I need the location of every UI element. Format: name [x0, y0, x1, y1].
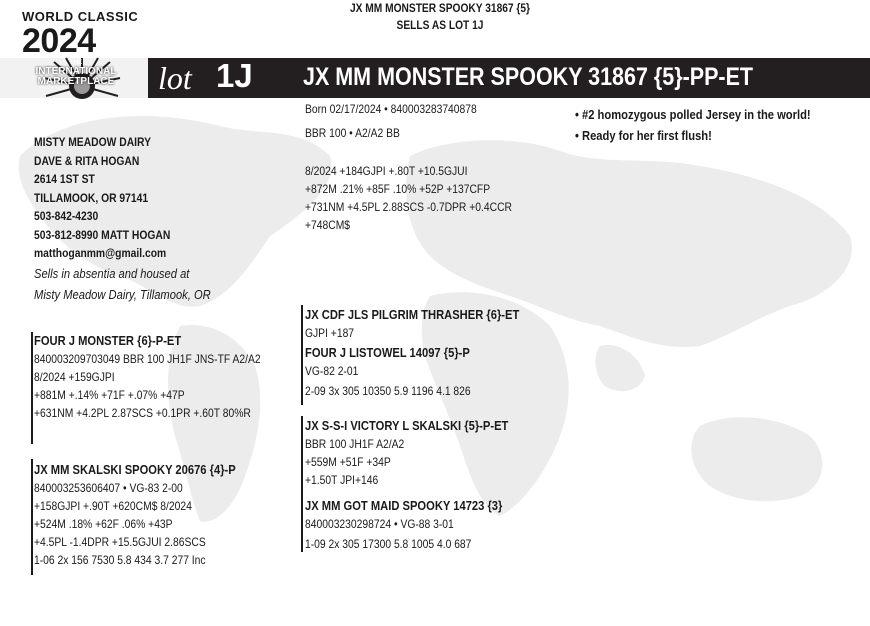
pedigree-dam [34, 461, 236, 569]
highlight-item: • #2 homozygous polled Jersey in the world! [575, 107, 811, 122]
consignor-street: 2614 1ST ST [34, 172, 95, 186]
absentia-note [34, 263, 211, 305]
sire-detail: 8/2024 +159GJPI [34, 370, 115, 384]
dam-sire-detail: +1.50T JPI+146 [305, 473, 379, 487]
dam-sire-detail: +559M +51F +34P [305, 455, 391, 469]
pedigree-dam-sire [305, 417, 508, 489]
genomics-line: 8/2024 +184GJPI +.80T +10.5GJUI [305, 164, 468, 178]
consignor-phone: 503-842-4230 [34, 209, 99, 223]
dam-name: JX MM SKALSKI SPOOKY 20676 {4}-P [34, 462, 236, 477]
lot-number: 1J [216, 57, 253, 94]
dam-dam-detail: 1-09 2x 305 17300 5.8 1005 4.0 687 [305, 537, 472, 551]
consignor-owners: DAVE & RITA HOGAN [34, 153, 140, 168]
top-header [300, 0, 580, 34]
header-sells-as: SELLS AS LOT 1J [396, 18, 484, 32]
logo-the: THE [70, 60, 82, 66]
sire-dam-detail: VG-82 2-01 [305, 364, 359, 378]
sire-detail: +631NM +4.2PL 2.87SCS +0.1PR +.60T 80%R [34, 406, 251, 420]
consignor-city: TILLAMOOK, OR 97141 [34, 190, 149, 205]
pedigree-sire-side-line [301, 305, 303, 405]
dam-detail: +4.5PL -1.4DPR +15.5GJUI 2.86SCS [34, 535, 206, 549]
header-lot-title: JX MM MONSTER SPOOKY 31867 {5} [349, 1, 531, 15]
logo-year: 2024 [22, 22, 96, 60]
pedigree-sire-dam [305, 344, 471, 400]
sire-name: FOUR J MONSTER {6}-P-ET [34, 333, 182, 348]
logo-international: INTERNATIONAL [35, 66, 117, 77]
sire-detail: +881M +.14% +71F +.07% +47P [34, 388, 185, 402]
genomics-line: +748CM$ [305, 218, 351, 232]
dam-sire-name: JX S-S-I VICTORY L SKALSKI {5}-P-ET [305, 418, 509, 433]
pedigree-sire [34, 332, 261, 422]
animal-info [305, 100, 512, 234]
consignor-info [34, 133, 170, 263]
highlights [575, 104, 811, 146]
pedigree-sire-line [31, 332, 33, 444]
born-line: Born 02/17/2024 • 840003283740878 [305, 102, 477, 116]
logo-marketplace-word: MARKETPLACE [37, 76, 115, 87]
sire-dam-name: FOUR J LISTOWEL 14097 {5}-P [305, 345, 470, 360]
genetics-line: BBR 100 • A2/A2 BB [305, 126, 400, 140]
consignor-farm: MISTY MEADOW DAIRY [34, 135, 151, 149]
pedigree-dam-line [31, 459, 33, 575]
dam-detail: +158GJPI +.90T +620CM$ 8/2024 [34, 499, 192, 513]
absentia-line: Sells in absentia and housed at [34, 266, 190, 281]
absentia-line: Misty Meadow Dairy, Tillamook, OR [34, 287, 211, 302]
dam-dam-name: JX MM GOT MAID SPOOKY 14723 {3} [305, 498, 503, 513]
dam-dam-detail: 840003230298724 • VG-88 3-01 [305, 517, 454, 531]
pedigree-dam-side-line [301, 416, 303, 552]
genomics-line: +872M .21% +85F .10% +52P +137CFP [305, 182, 491, 196]
consignor-email[interactable]: matthoganmm@gmail.com [34, 246, 167, 260]
dam-sire-detail: BBR 100 JH1F A2/A2 [305, 437, 405, 451]
sire-dam-detail: 2-09 3x 305 10350 5.9 1196 4.1 826 [305, 384, 471, 398]
pedigree-sire-sire [305, 306, 519, 342]
sire-sire-name: JX CDF JLS PILGRIM THRASHER {6}-ET [305, 307, 520, 322]
lot-label: lot [158, 60, 192, 96]
genomics-line: +731NM +4.5PL 2.88SCS -0.7DPR +0.4CCR [305, 200, 512, 214]
consignor-phone-matt: 503-812-8990 MATT HOGAN [34, 227, 171, 242]
highlight-item: • Ready for her first flush! [575, 128, 712, 143]
logo-world-classic: WORLD CLASSIC [22, 9, 139, 24]
dam-detail: 1-06 2x 156 7530 5.8 434 3.7 277 Inc [34, 553, 206, 567]
dam-detail: 840003253606407 • VG-83 2-00 [34, 481, 183, 495]
sire-sire-detail: GJPI +187 [305, 326, 355, 340]
dam-detail: +524M .18% +62F .06% +43P [34, 517, 173, 531]
pedigree-dam-dam [305, 497, 502, 553]
logo-marketplace [30, 60, 122, 87]
animal-name-title: JX MM MONSTER SPOOKY 31867 {5}-PP-ET [303, 63, 754, 91]
sire-detail: 840003209703049 BBR 100 JH1F JNS-TF A2/A2 [34, 352, 261, 366]
